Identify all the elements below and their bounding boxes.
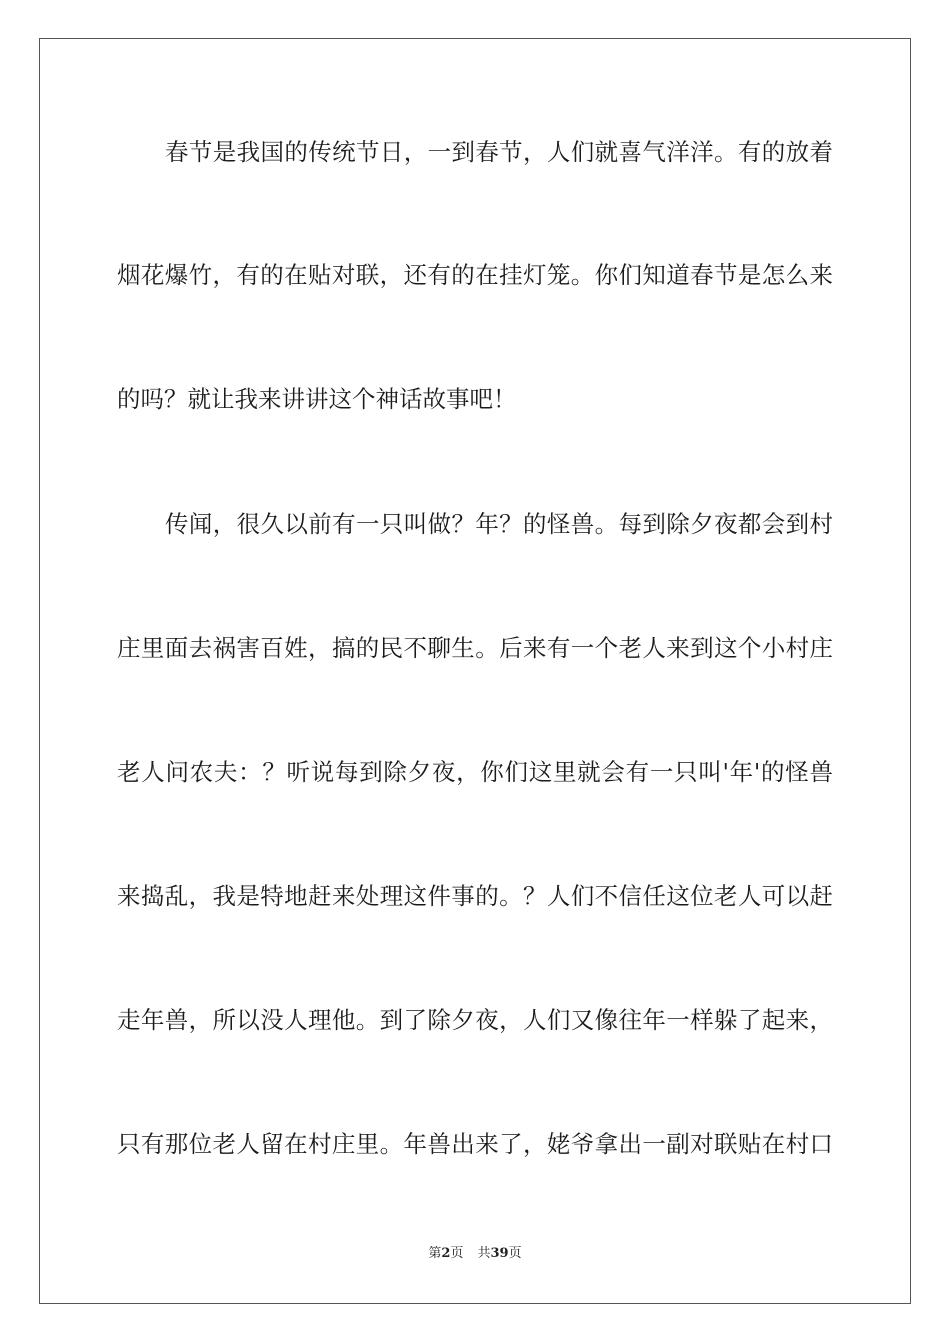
page-unit: 页 [450,1246,464,1261]
total-pages: 39 [490,1246,509,1261]
page-frame [39,38,911,1304]
paragraph-2-line-1: 传闻，很久以前有一只叫做？年？的怪兽。每到除夕夜都会到村 [165,510,833,538]
paragraph-2-line-3: 老人问农夫：？听说每到除夕夜，你们这里就会有一只叫'年'的怪兽 [117,758,833,786]
total-prefix: 共 [477,1246,491,1261]
total-unit: 页 [508,1246,522,1261]
paragraph-2-line-2: 庄里面去祸害百姓，搞的民不聊生。后来有一个老人来到这个小村庄 [117,634,833,662]
paragraph-2-line-4: 来捣乱，我是特地赶来处理这件事的。？人们不信任这位老人可以赶 [117,882,833,910]
page-prefix: 第 [428,1246,442,1261]
paragraph-1-line-1: 春节是我国的传统节日，一到春节，人们就喜气洋洋。有的放着 [165,138,833,166]
page-footer [0,1245,950,1263]
paragraph-1-line-2: 烟花爆竹，有的在贴对联，还有的在挂灯笼。你们知道春节是怎么来 [117,261,833,289]
paragraph-1-line-3: 的吗？就让我来讲讲这个神话故事吧！ [117,385,517,413]
paragraph-2-line-5: 走年兽，所以没人理他。到了除夕夜，人们又像往年一样躲了起来， [117,1006,833,1034]
page-number: 2 [441,1246,451,1261]
paragraph-2-line-6: 只有那位老人留在村庄里。年兽出来了，姥爷拿出一副对联贴在村口 [117,1130,833,1158]
